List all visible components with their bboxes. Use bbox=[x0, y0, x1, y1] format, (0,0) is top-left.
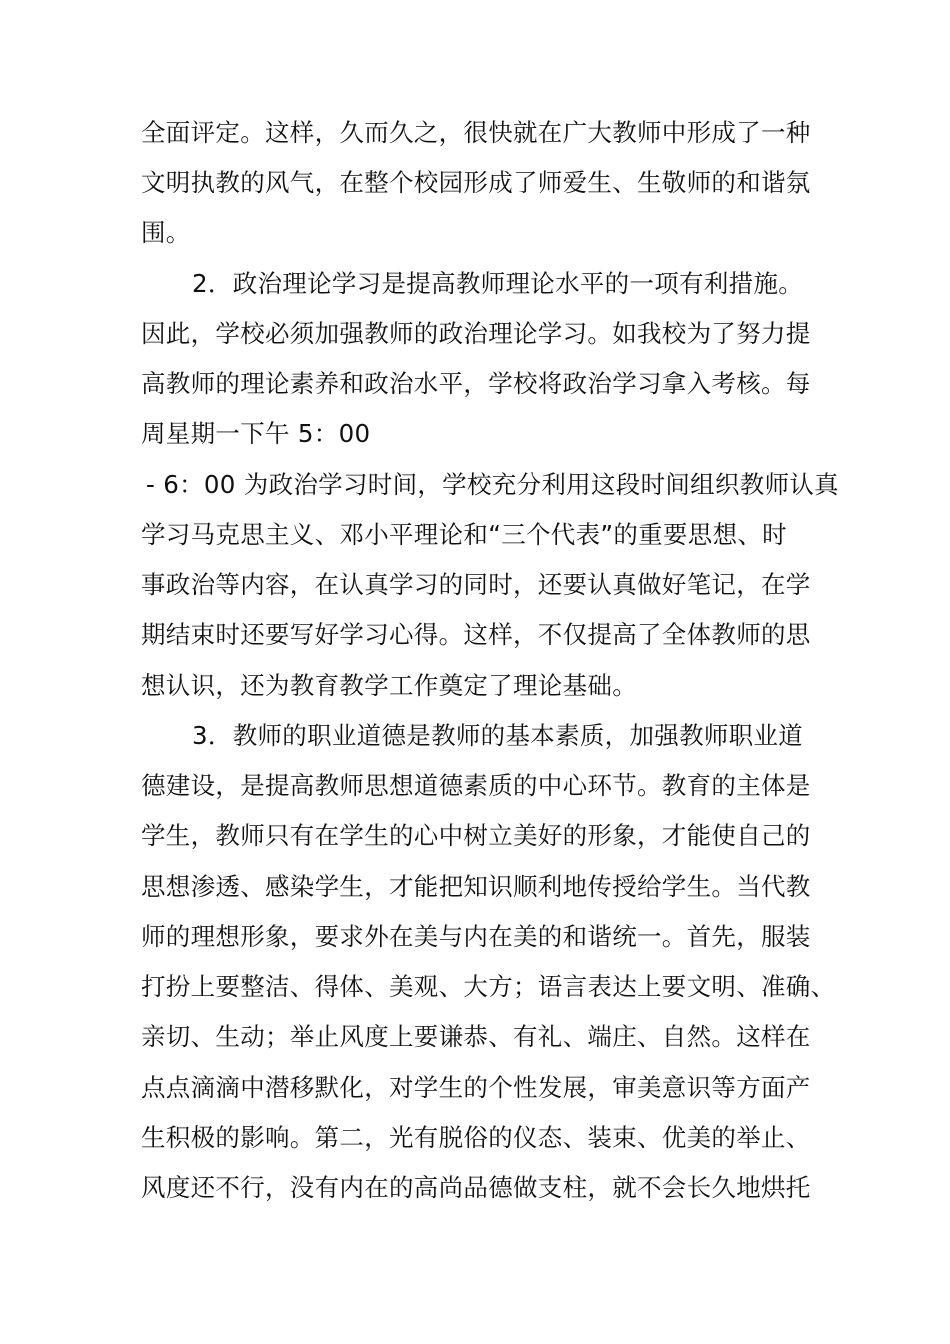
text-line: 生积极的影响。第二，光有脱俗的仪态、装束、优美的举止、 bbox=[141, 1123, 811, 1152]
text-line: 因此，学校必须加强教师的政治理论学习。如我校为了努力提 bbox=[141, 319, 811, 348]
text-line: 想认识，还为教育教学工作奠定了理论基础。 bbox=[141, 671, 637, 700]
text-line: 周星期一下午 5：00 bbox=[141, 419, 371, 448]
text-line: 风度还不行，没有内在的高尚品德做支柱，就不会长久地烘托 bbox=[141, 1173, 811, 1202]
text-line: 文明执教的风气，在整个校园形成了师爱生、生敬师的和谐氛 bbox=[141, 168, 811, 197]
paragraph-start-line: 3．教师的职业道德是教师的基本素质，加强教师职业道 bbox=[192, 721, 804, 750]
text-line: - 6：00 为政治学习时间，学校充分利用这段时间组织教师认真 bbox=[146, 470, 839, 499]
text-line: 全面评定。这样，久而久之，很快就在广大教师中形成了一种 bbox=[141, 118, 811, 147]
text-line: 围。 bbox=[141, 218, 191, 247]
text-line: 学习马克思主义、邓小平理论和“三个代表”的重要思想、时 bbox=[141, 520, 787, 549]
text-line: 亲切、生动；举止风度上要谦恭、有礼、端庄、自然。这样在 bbox=[141, 1022, 811, 1051]
text-line: 打扮上要整洁、得体、美观、大方；语言表达上要文明、准确、 bbox=[141, 972, 836, 1001]
text-line: 高教师的理论素养和政治水平，学校将政治学习拿入考核。每 bbox=[141, 369, 811, 398]
text-line: 德建设，是提高教师思想道德素质的中心环节。教育的主体是 bbox=[141, 771, 811, 800]
text-line: 期结束时还要写好学习心得。这样，不仅提高了全体教师的思 bbox=[141, 620, 811, 649]
text-line: 师的理想形象，要求外在美与内在美的和谐统一。首先，服装 bbox=[141, 922, 811, 951]
text-line: 事政治等内容，在认真学习的同时，还要认真做好笔记，在学 bbox=[141, 570, 811, 599]
text-line: 学生，教师只有在学生的心中树立美好的形象，才能使自己的 bbox=[141, 821, 811, 850]
text-line: 点点滴滴中潜移默化，对学生的个性发展，审美意识等方面产 bbox=[141, 1073, 811, 1102]
paragraph-start-line: 2．政治理论学习是提高教师理论水平的一项有利措施。 bbox=[192, 269, 804, 298]
text-line: 思想渗透、感染学生，才能把知识顺利地传授给学生。当代教 bbox=[141, 872, 811, 901]
